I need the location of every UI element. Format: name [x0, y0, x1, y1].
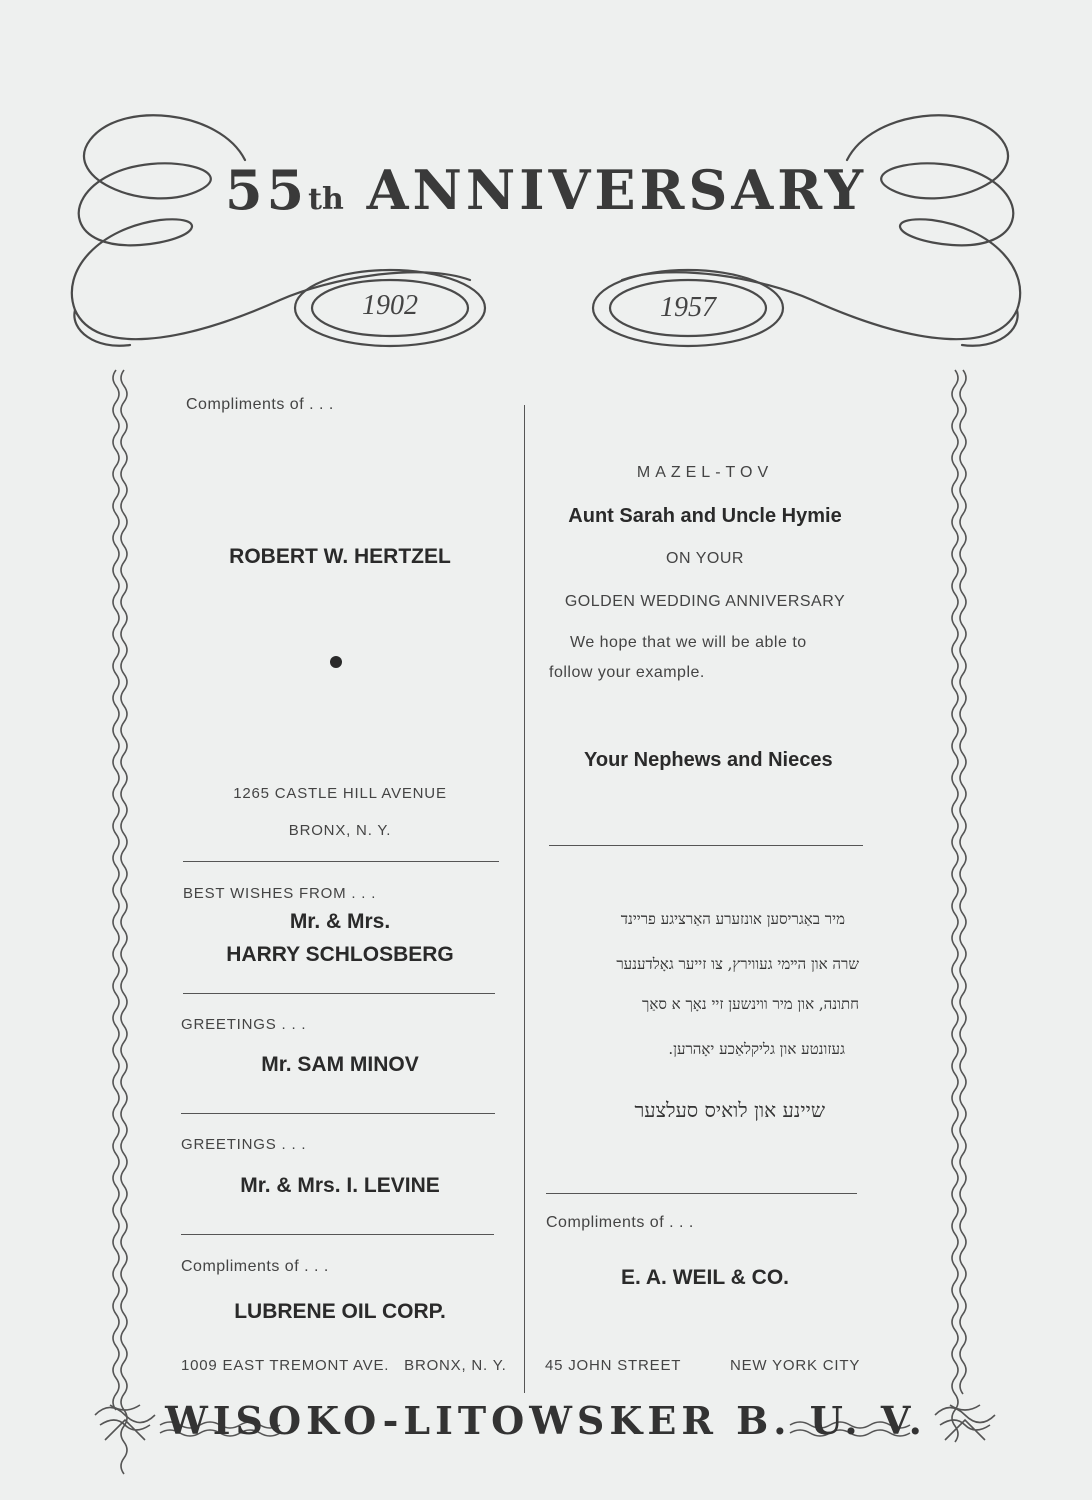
levine-intro: GREETINGS . . .	[181, 1136, 307, 1153]
mazel-tov-message-line1: We hope that we will be able to	[570, 634, 807, 651]
schlosberg-name-line1: Mr. & Mrs.	[289, 910, 391, 933]
title-number: 55	[224, 158, 309, 222]
schlosberg-name-line2: HARRY SCHLOSBERG	[226, 943, 454, 966]
hertzel-address-line1: 1265 CASTLE HILL AVENUE	[233, 785, 447, 802]
mazel-tov-signature: Your Nephews and Nieces	[584, 749, 833, 771]
left-wavy-border	[121, 370, 127, 1474]
lubrene-name: LUBRENE OIL CORP.	[234, 1300, 446, 1323]
mazel-tov-message-line2: follow your example.	[549, 664, 705, 681]
divider-left-4	[181, 1234, 494, 1235]
minov-name: Mr. SAM MINOV	[261, 1053, 419, 1076]
title-word: ANNIVERSARY	[366, 158, 868, 222]
weil-intro: Compliments of . . .	[546, 1214, 694, 1231]
year-end: 1957	[660, 292, 716, 323]
divider-right-1	[549, 845, 863, 846]
hertzel-name: ROBERT W. HERTZEL	[229, 545, 451, 568]
bullet-dot	[330, 656, 342, 668]
yiddish-line3: חתונה, און מיר ווינשען זיי נאָך א סאַך	[642, 995, 859, 1013]
footer-society-name: WISOKO-LITOWSKER B. U. V.	[165, 1398, 927, 1443]
levine-name: Mr. & Mrs. I. LEVINE	[240, 1174, 440, 1197]
hertzel-address-line2: BRONX, N. Y.	[288, 822, 392, 839]
lubrene-intro: Compliments of . . .	[181, 1258, 329, 1275]
yiddish-signature: שיינע און לואיס סעלצער	[634, 1098, 825, 1122]
weil-name: E. A. WEIL & CO.	[620, 1266, 789, 1289]
mazel-tov-line2: GOLDEN WEDDING ANNIVERSARY	[564, 593, 846, 610]
mazel-tov-line1: ON YOUR	[666, 550, 744, 567]
page-title	[0, 158, 1092, 222]
yiddish-line4: געזונטע און גליקלאַכע יאָהרען.	[668, 1040, 845, 1058]
lubrene-address: 1009 EAST TREMONT AVE. BRONX, N. Y.	[181, 1357, 507, 1374]
divider-left-1	[183, 861, 499, 862]
weil-street: 45 JOHN STREET	[545, 1357, 682, 1374]
title-suffix: th	[308, 182, 344, 217]
weil-city: NEW YORK CITY	[730, 1357, 861, 1374]
divider-left-2	[183, 993, 495, 994]
year-start: 1902	[362, 290, 418, 321]
divider-left-3	[181, 1113, 495, 1114]
mazel-tov-names: Aunt Sarah and Uncle Hymie	[568, 505, 842, 527]
hertzel-intro: Compliments of . . .	[186, 396, 334, 413]
schlosberg-intro: BEST WISHES FROM . . .	[183, 885, 377, 902]
divider-right-2	[546, 1193, 857, 1194]
mazel-tov-heading: MAZEL-TOV	[636, 464, 774, 481]
right-wavy-border	[952, 370, 958, 1442]
minov-intro: GREETINGS . . .	[181, 1016, 307, 1033]
yiddish-line2: שרה און הײמי געווירץ, צו זייער גאָלדענער	[616, 955, 859, 973]
yiddish-line1: מיר באַגריסען אונזערע האַרציגע פריינד	[620, 910, 845, 928]
column-divider	[524, 405, 525, 1393]
